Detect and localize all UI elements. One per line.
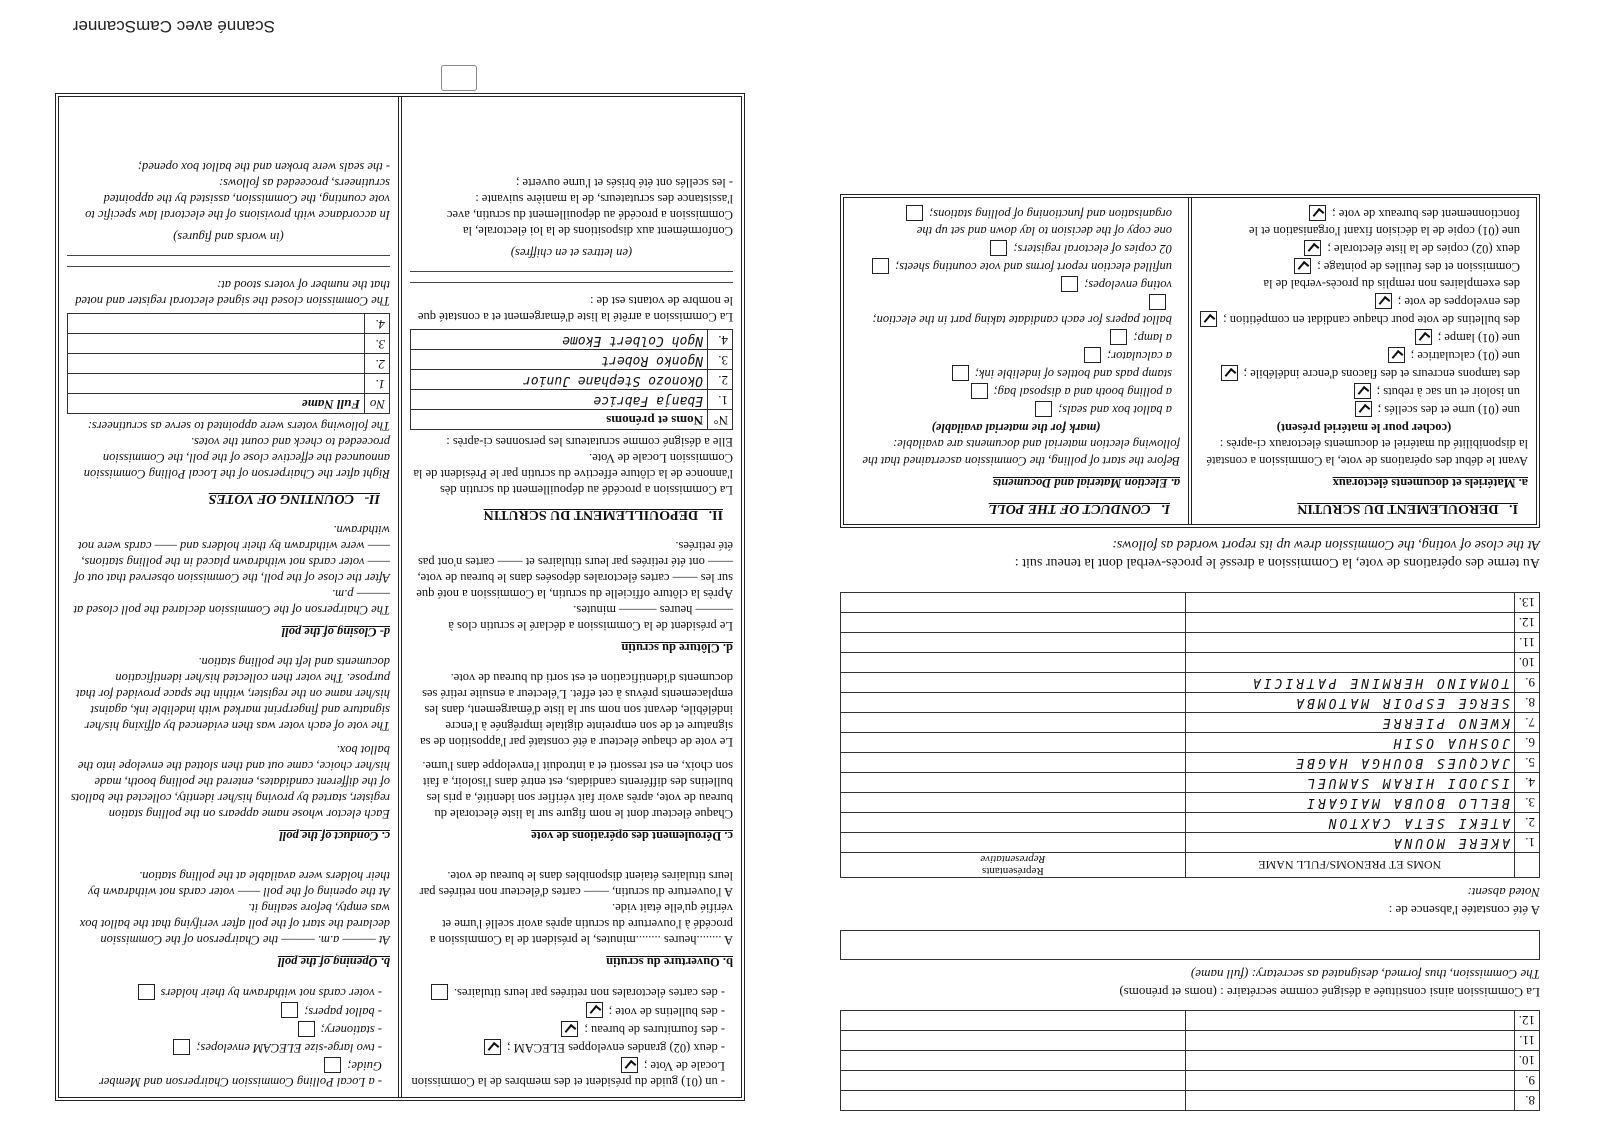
table-row [841, 1011, 1540, 1031]
subheading-d-en: d- Closing of the poll [281, 625, 390, 640]
checklist-item [67, 1021, 382, 1038]
checklist-item [852, 294, 1172, 328]
table-row [841, 733, 1540, 753]
checklist-item [852, 205, 1172, 239]
row-number: 9. [1514, 1071, 1539, 1091]
checklist-item-label: a ballot box and seals; [1058, 403, 1172, 418]
section-heading-en: I. CONDUCT OF THE POLL [988, 501, 1170, 516]
checklist-item [1200, 329, 1520, 346]
table-row [411, 370, 733, 390]
row-number: 8. [1514, 693, 1539, 713]
checkbox[interactable] [1354, 383, 1371, 399]
absent-name-cell[interactable]: KWENO PIERRE [1185, 713, 1514, 733]
materials-fr-column [1192, 198, 1536, 524]
row-number: 3. [708, 350, 733, 370]
checklist-item-label: une (01) copie de la décision fixant l'organisation et le fonctionnement des bureaux de vote ; [1248, 207, 1520, 238]
materials-checklist-en-cont [67, 984, 390, 1090]
voter-count-line2-en[interactable] [67, 255, 390, 256]
voting-procedure-section [55, 93, 745, 1101]
checklist-item [410, 1057, 725, 1090]
conduct-para2-en: The vote of each voter was then evidenced by affixing his/her signature and fingerprint marked with indelible ink, against his/her name on the register, within the space provided for that purpose. The voter then collected his/her identification documents and left the polling station. [76, 655, 390, 734]
table-row [841, 1051, 1540, 1071]
member-name-cell[interactable] [1185, 1031, 1514, 1051]
scanner-watermark: Scanné avec CamScanner [72, 17, 275, 36]
opening-para2-en: At the opening of the poll —— voter cards not withdrawn by their holders were available at the polling station. [88, 869, 390, 900]
member-name-cell[interactable] [1185, 1051, 1514, 1071]
table-row [841, 693, 1540, 713]
row-number: 12. [1514, 613, 1539, 633]
row-number: 10. [1514, 1051, 1539, 1071]
row-number: 2. [1514, 813, 1539, 833]
absent-name-cell[interactable]: ATEKI SETA CAXTON [1185, 813, 1514, 833]
table-row [411, 330, 733, 350]
row-number: 2. [708, 370, 733, 390]
checkbox[interactable] [1415, 329, 1432, 345]
absent-rep-cell[interactable] [841, 733, 1186, 753]
row-number: 4. [1514, 773, 1539, 793]
scrutineer-name-cell[interactable] [68, 374, 365, 394]
intro-en: At the close of voting, the Commission drew up its report worded as follows: [1112, 537, 1540, 552]
checklist-item [67, 1003, 382, 1020]
row-number: 1. [365, 374, 390, 394]
check-legend-fr: (cocher pour le matériel présent) [1276, 421, 1452, 435]
procedure-fr-column [402, 97, 741, 1097]
checklist-item [1200, 258, 1520, 292]
checkbox[interactable] [138, 984, 155, 1000]
words-hint-fr: (en lettres et en chiffres) [510, 246, 633, 261]
closing-para1-en: The Chairperson of the Commission declared the poll closed at ——— p.m. [73, 587, 390, 618]
members-table [840, 1010, 1540, 1111]
section2-heading-fr: II. DEPOUILLEMENT DU SCRUTIN [483, 507, 723, 523]
checklist-item-label: a lamp; [1133, 331, 1172, 345]
checklist-item [852, 401, 1172, 418]
closing-para2-fr: Après la clôture officielle du scrutin, la Commission a noté que sur les —— cartes électorales déposées dans le bureau de vote, —— ont été retirées par leurs titulaires et —— cartes n'ont pas été retirées. [416, 539, 733, 602]
conduct-para1-fr: Chaque électeur dont le nom figure sur la liste électorale du bureau de vote, après avoir fait vérifier son identité, a pris les bulletins des différents candidats, est entré dans l'isoloir, a fait son choix, en est ressorti et a introduit l'enveloppe dans l'urne. [422, 759, 733, 822]
materials-en-column [844, 198, 1192, 524]
scrutineers-table-en [67, 313, 390, 414]
table-row [841, 1091, 1540, 1111]
counting-para3-en: In accordance with provisions of the electoral law specific to vote counting, the Commission, assisted by the appointed scrutineers, proceeded as follows: [85, 176, 390, 223]
row-number: 11. [1514, 633, 1539, 653]
absence-caption-en: Noted absent: [1467, 885, 1540, 900]
checklist-item-label: unfilled election report forms and vote counting sheets; [895, 260, 1172, 275]
checklist-item [1200, 205, 1520, 239]
checklist-item-label: des tampons encreurs et des flacons d'encre indélébile ; [1243, 367, 1520, 382]
counting-para4-fr: - les scellés ont été brisés et l'urne ouverte ; [515, 176, 733, 191]
member-rep-cell[interactable] [841, 1031, 1186, 1051]
checklist-item [1200, 347, 1520, 364]
row-number: 5. [1514, 753, 1539, 773]
absent-rep-cell[interactable] [841, 813, 1186, 833]
subheading-d-fr: d. Clôture du scrutin [621, 641, 733, 656]
checkbox[interactable] [990, 240, 1007, 256]
scrutineer-name-cell[interactable]: Ebanja Fabrice [411, 390, 708, 410]
checklist-item-label: des exemplaires non remplis du procès-verbal de la Commission et des feuilles de pointage ; [1263, 260, 1520, 291]
counting-para3-fr: Conformément aux dispositions de la loi électorale, la Commission a procédé au dépouillement du scrutin, avec l'assistance des scrutateurs, de la manière suivante : [446, 192, 733, 239]
voter-count-line1-en[interactable] [67, 266, 390, 267]
checklist-item [410, 1039, 725, 1056]
counting-para1-fr: La Commission a procédé au dépouillement du scrutin dès l'annonce de la clôture effective du scrutin par le Président de la Commission Locale de Vote. [413, 451, 733, 498]
checkbox[interactable] [1355, 401, 1372, 417]
row-number: 10. [1514, 653, 1539, 673]
checklist-item [1200, 365, 1520, 382]
absent-name-cell[interactable]: SERGE ESPOIR MATOMBA [1185, 693, 1514, 713]
intro-fr: Au terme des opérations de vote, la Commission a dressé le procès-verbal dont la teneur suit : [1014, 555, 1540, 570]
absent-name-cell[interactable] [1185, 613, 1514, 633]
opening-para2-fr: A l'ouverture du scrutin, —— cartes d'électeur non retirées par leurs titulaires étaient disponibles dans le bureau de vote. [419, 869, 733, 900]
absent-header-rep [841, 853, 1186, 878]
absent-rep-cell[interactable] [841, 713, 1186, 733]
checkbox[interactable] [971, 383, 988, 399]
checklist-item [1200, 240, 1520, 257]
absent-name-cell[interactable]: BELLO BOUBA MAIGARI [1185, 793, 1514, 813]
row-number: 1. [1514, 833, 1539, 853]
absent-header-rep-en: Representative [980, 853, 1046, 865]
checkbox[interactable] [621, 1057, 638, 1073]
row-number: 6. [1514, 733, 1539, 753]
checklist-item-label: voting envelopes; [1084, 278, 1172, 293]
checkbox[interactable] [586, 1003, 603, 1019]
absent-name-cell[interactable]: TOMAINO HERMINE PATRICIA [1185, 673, 1514, 693]
checklist-item-label: des bulletins de vote pour chaque candidat en compétition ; [1223, 312, 1520, 327]
checklist-item-label: deux (02) copies de la liste électorale ; [1327, 242, 1520, 256]
secretary-caption-fr: La Commission ainsi constituée a désigné comme secrétaire : (noms et prénoms) [1119, 985, 1540, 1000]
absent-header-num [1514, 853, 1539, 878]
table-row [841, 773, 1540, 793]
scrutineer-header-num-en: No [365, 394, 390, 414]
voter-count-para-fr: La Commission a arrêté la liste d'émargement et a constaté que le nombre de votants est de : [417, 294, 733, 325]
absent-rep-cell[interactable] [841, 833, 1186, 853]
absence-caption-fr: A été constatée l'absence de : [1388, 903, 1540, 918]
checkbox[interactable] [872, 258, 889, 274]
absent-rep-cell[interactable] [841, 753, 1186, 773]
checkbox[interactable] [1304, 240, 1321, 256]
absent-rep-cell[interactable] [841, 693, 1186, 713]
checkbox[interactable] [484, 1039, 501, 1055]
subheading-b-fr: b. Ouverture du scrutin [606, 955, 733, 970]
row-number: 13. [1514, 593, 1539, 613]
checklist-item-label: - des fournitures de bureau ; [584, 1022, 725, 1037]
absent-name-cell[interactable]: JACQUES BOUHGA HAGBE [1185, 753, 1514, 773]
procedure-en-column [59, 97, 402, 1097]
checkbox[interactable] [1309, 205, 1326, 221]
absent-name-cell[interactable]: AKERE MOUNA [1185, 833, 1514, 853]
scrutineer-header-num: N° [708, 410, 733, 430]
table-row [841, 653, 1540, 673]
table-row [841, 713, 1540, 733]
subheading-a-en: a. Election Material and Documents [992, 476, 1180, 491]
checklist-item-label: une (01) calculatrice ; [1410, 349, 1520, 364]
checklist-item-label: - voter cards not withdrawn by their holders [160, 986, 382, 1001]
table-row [411, 350, 733, 370]
scrutineer-name-cell[interactable]: Ngoh Colbert Ekome [411, 330, 708, 350]
table-row [841, 813, 1540, 833]
table-row [841, 753, 1540, 773]
checklist-item-label: 02 copies of electoral registers; [1013, 242, 1172, 256]
member-rep-cell[interactable] [841, 1011, 1186, 1031]
closing-para2-en: After the close of the poll, the Commission observed that out of —— voter cards not withdrawn placed in the polling stations, —— were withdrawn by their holders and —— cards were not withdrawn. [74, 523, 390, 586]
absent-name-cell[interactable] [1185, 633, 1514, 653]
checklist-item-label: - deux (02) grandes enveloppes ELECAM ; [507, 1040, 725, 1055]
checklist-item [67, 1039, 382, 1056]
check-legend-en: (mark for the material available) [931, 421, 1101, 435]
absent-members-table [840, 592, 1540, 878]
row-number: 4. [708, 330, 733, 350]
row-number: 8. [1514, 1091, 1539, 1111]
checkbox[interactable] [1084, 347, 1101, 363]
checklist-item-label: - ballot papers; [304, 1004, 382, 1019]
checklist-item-label: une (01) urne et des scellés ; [1377, 403, 1520, 418]
materials-checklist-fr-cont [410, 984, 733, 1090]
checklist-item [852, 240, 1172, 257]
checklist-item-label: - des bulletins de vote ; [608, 1004, 725, 1019]
subheading-c-en: c. Conduct of the poll [279, 829, 390, 844]
checklist-item [67, 1057, 382, 1090]
checkbox[interactable] [281, 1003, 298, 1019]
counting-para2-fr: Elle a désigné comme scrutateurs les personnes ci-après : [446, 435, 733, 450]
checklist-item-label: - two large-size ELECAM envelopes; [196, 1040, 382, 1055]
row-number: 7. [1514, 713, 1539, 733]
checkbox[interactable] [1388, 347, 1405, 363]
checklist-item [410, 1003, 725, 1020]
absent-rep-cell[interactable] [841, 793, 1186, 813]
checkbox[interactable] [906, 205, 923, 221]
checklist-item [852, 329, 1172, 346]
absent-rep-cell[interactable] [841, 773, 1186, 793]
conduct-para1-en: Each elector whose name appears on the polling station register, started by proving his/her identity, collected the ballots of the different candidates, entered the polling booth, made his/her choice, came out and then slotted the envelope into the ballot box. [70, 743, 390, 822]
row-number: 2. [365, 354, 390, 374]
checklist-item-label: - a Local Polling Commission Chairperson and Member Guide; [99, 1059, 382, 1089]
secretary-field[interactable] [840, 930, 1540, 960]
row-number: 3. [365, 334, 390, 354]
table-row [68, 334, 390, 354]
checkbox[interactable] [324, 1057, 341, 1073]
checklist-item [67, 984, 382, 1001]
table-row [841, 593, 1540, 613]
checkbox[interactable] [1149, 294, 1166, 310]
absent-name-cell[interactable] [1185, 653, 1514, 673]
page-number-box [441, 65, 477, 91]
row-number: 12. [1514, 1011, 1539, 1031]
absent-name-cell[interactable]: ISJODI HIRAM SAMUEL [1185, 773, 1514, 793]
opening-para1-en: At ——— a.m. ——— the Chairperson of the Commission declared the start of the poll after verifying that the ballot box was empty, before sealing it. [79, 901, 390, 948]
checklist-item [852, 276, 1172, 293]
checklist-item [410, 1021, 725, 1038]
opening-para1-fr: A ........heures ........minutes, le président de la Commission a procédé à l'ouverture du scrutin après avoir scellé l'urne et vérifié qu'elle était vide. [429, 901, 733, 948]
checklist-item [410, 984, 725, 1001]
row-number: 1. [708, 390, 733, 410]
absent-name-cell[interactable]: JOSHUA OSIH [1185, 733, 1514, 753]
subheading-b-en: b. Opening of the poll [277, 955, 390, 970]
materials-section [840, 194, 1540, 528]
table-row [68, 354, 390, 374]
table-row [841, 793, 1540, 813]
absent-header-rep-fr: Représentants [982, 865, 1044, 877]
checkbox[interactable] [1221, 365, 1238, 381]
section2-heading-en: II- COUNTING OF VOTES [208, 491, 380, 507]
checklist-item [852, 347, 1172, 364]
counting-para2-en: The following voters were appointed to serve as scrutineers: [87, 419, 390, 434]
page-right-upright [55, 21, 745, 1101]
absent-rep-cell[interactable] [841, 653, 1186, 673]
table-row [841, 833, 1540, 853]
checklist-item [852, 258, 1172, 275]
table-row [841, 1071, 1540, 1091]
member-rep-cell[interactable] [841, 1091, 1186, 1111]
checklist-item [1200, 293, 1520, 310]
member-rep-cell[interactable] [841, 1051, 1186, 1071]
words-hint-en: (in words and figures) [173, 230, 284, 245]
checklist-item-label: une (01) lampe ; [1437, 331, 1520, 345]
scrutineer-name-cell[interactable] [68, 334, 365, 354]
checkbox[interactable] [431, 984, 448, 1000]
table-row [841, 673, 1540, 693]
checkbox[interactable] [1061, 276, 1078, 292]
checkbox[interactable] [1110, 329, 1127, 345]
checkbox[interactable] [298, 1021, 315, 1037]
absent-rep-cell[interactable] [841, 633, 1186, 653]
materials-para-fr: Avant le début des opérations de vote, la Commission a constaté la disponibilité du matériel et documents électoraux ci-après : [1206, 437, 1528, 468]
checkbox[interactable] [952, 365, 969, 381]
checklist-item [1200, 383, 1520, 400]
checklist-item-label: one copy of the decision to lay down and set up the organisation and functioning of polling stations; [916, 207, 1172, 238]
voter-count-line2[interactable] [410, 271, 733, 272]
absent-header-name: NOMS ET PRENOMS/FULL NAME [1185, 853, 1514, 878]
checkbox[interactable] [1035, 401, 1052, 417]
table-row [411, 390, 733, 410]
checkbox[interactable] [561, 1021, 578, 1037]
checklist-item [852, 383, 1172, 400]
scrutineer-name-cell[interactable]: Okonozo Stephane Junior [411, 370, 708, 390]
row-number: 11. [1514, 1031, 1539, 1051]
counting-para4-en: - the seals were broken and the ballot box opened; [137, 160, 390, 175]
checklist-item-label: stamp pads and bottles of indelible ink; [974, 367, 1172, 382]
member-name-cell[interactable] [1185, 1011, 1514, 1031]
checklist-item-label: a polling booth and a disposal bag; [993, 385, 1172, 400]
checklist-item-label: - un (01) guide du président et des membres de la Commission Locale de Vote ; [411, 1059, 725, 1089]
scrutineer-header-name-en: Full Name [68, 394, 365, 414]
materials-checklist-fr [1200, 205, 1528, 418]
table-row [68, 314, 390, 334]
row-number: 3. [1514, 793, 1539, 813]
checklist-item [1200, 311, 1520, 328]
section-heading-fr: I. DEROULEMENT DU SCRUTIN [1297, 501, 1518, 516]
table-row [841, 613, 1540, 633]
checkbox[interactable] [173, 1039, 190, 1055]
table-row [841, 1031, 1540, 1051]
row-number: 9. [1514, 673, 1539, 693]
counting-para1-en: Right after the Chairperson of the Local Polling Commission announced the effective close of the poll, the Commission proceeded to check and count the votes. [83, 435, 390, 482]
checklist-item-label: des enveloppes de vote ; [1397, 294, 1520, 309]
absent-rep-cell[interactable] [841, 673, 1186, 693]
scrutineer-name-cell[interactable] [68, 354, 365, 374]
member-name-cell[interactable] [1185, 1071, 1514, 1091]
checklist-item [852, 365, 1172, 382]
checklist-item-label: un isoloir et un sac à rebuts ; [1376, 385, 1520, 400]
checkbox[interactable] [1294, 258, 1311, 274]
table-row [68, 374, 390, 394]
scrutineer-name-cell[interactable]: Ngonko Robert [411, 350, 708, 370]
checkbox[interactable] [1200, 311, 1217, 327]
checklist-item-label: a calculator; [1107, 349, 1172, 364]
materials-para-en: Before the start of polling, the Commission ascertained that the following election material and documents are available: [862, 437, 1180, 468]
materials-checklist-en [852, 205, 1180, 418]
checkbox[interactable] [1375, 293, 1392, 309]
voter-count-para-en: The Commission closed the signed electoral register and noted that the number of voters stood at: [75, 278, 390, 309]
scrutineer-name-cell[interactable] [68, 314, 365, 334]
checklist-item-label: - des cartes électorales non retirées par leurs titulaires. [453, 986, 725, 1001]
subheading-c-fr: c. Déroulement des opérations de vote [531, 829, 733, 844]
row-number: 4. [365, 314, 390, 334]
member-rep-cell[interactable] [841, 1071, 1186, 1091]
closing-para1-fr: Le président de la Commission a déclaré le scrutin clos à ——— heures ——— minutes. [448, 603, 733, 634]
checklist-item [1200, 401, 1520, 418]
subheading-a-fr: a. Matériels et documents électoraux [1332, 476, 1528, 491]
conduct-para2-fr: Le vote de chaque électeur a été constaté par l'apposition de sa signature et de son empreinte digitale imprégnée à l'encre indélébile, devant son nom sur la liste d'émargement, dans les emplacements prévus à cet effet. L'électeur a ensuite retiré ses documents d'identification et est sorti du bureau de vote. [420, 671, 733, 750]
checklist-item-label: - stationery; [320, 1022, 382, 1037]
voter-count-line1[interactable] [410, 282, 733, 283]
scrutineer-header-name: Noms et prénoms [411, 410, 708, 430]
absent-rep-cell[interactable] [841, 593, 1186, 613]
member-name-cell[interactable] [1185, 1091, 1514, 1111]
absent-name-cell[interactable] [1185, 593, 1514, 613]
table-row [841, 633, 1540, 653]
checklist-item-label: ballot papers for each candidate taking part in the election; [872, 312, 1172, 327]
secretary-caption-en: The Commission, thus formed, designated as secretary: (full name) [1190, 967, 1540, 982]
page-left-upright [840, 31, 1540, 1111]
scrutineers-table-fr [410, 329, 733, 430]
absent-rep-cell[interactable] [841, 613, 1186, 633]
